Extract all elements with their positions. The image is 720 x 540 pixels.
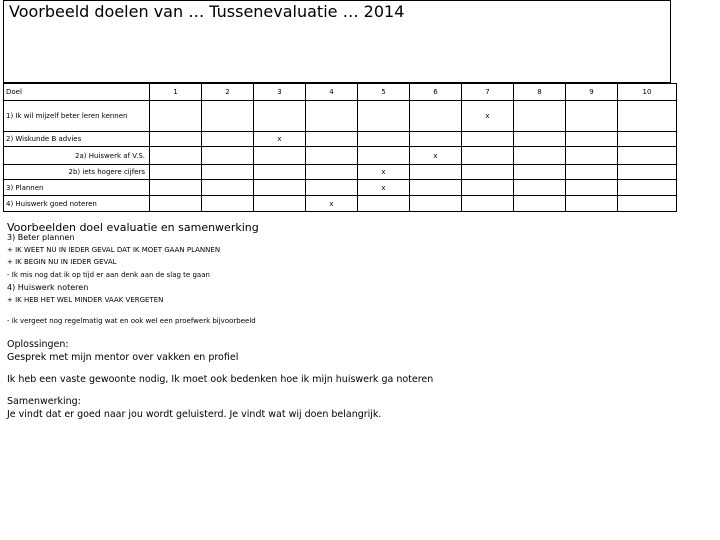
plan-title: 3) Beter plannen bbox=[7, 233, 75, 242]
score-cell bbox=[566, 101, 618, 132]
title-box bbox=[3, 0, 671, 83]
score-cell bbox=[514, 132, 566, 147]
score-cell bbox=[254, 101, 306, 132]
score-cell bbox=[566, 147, 618, 165]
plan-item: + IK BEGIN NU IN IEDER GEVAL bbox=[7, 258, 117, 266]
score-cell bbox=[150, 196, 202, 212]
score-cell bbox=[202, 165, 254, 180]
score-cell bbox=[202, 101, 254, 132]
score-cell bbox=[358, 196, 410, 212]
plan-item: - Ik mis nog dat ik op tijd er aan denk aan de slag te gaan bbox=[7, 270, 210, 279]
score-cell bbox=[566, 132, 618, 147]
score-cell bbox=[618, 132, 677, 147]
plan-item: + IK WEET NU IN IEDER GEVAL DAT IK MOET GAAN PLANNEN bbox=[7, 245, 221, 254]
score-cell bbox=[514, 101, 566, 132]
score-cell bbox=[202, 196, 254, 212]
score-cell bbox=[566, 165, 618, 180]
table-row bbox=[4, 101, 677, 132]
page-title: Voorbeeld doelen van … Tussenevaluatie … 2014 bbox=[9, 2, 405, 21]
score-cell bbox=[514, 147, 566, 165]
solutions-text: Gesprek met mijn mentor over vakken en profiel bbox=[7, 351, 239, 363]
solutions-title: Oplossingen: bbox=[7, 338, 69, 350]
score-cell bbox=[618, 180, 677, 196]
homework-minus: - ik vergeet nog regelmatig wat en ook wel een proefwerk bijvoorbeeld bbox=[7, 317, 256, 325]
score-cell bbox=[254, 147, 306, 165]
score-cell bbox=[150, 180, 202, 196]
score-cell bbox=[306, 147, 358, 165]
score-cell bbox=[306, 101, 358, 132]
score-cell bbox=[150, 165, 202, 180]
score-cell bbox=[514, 165, 566, 180]
goal-label: 2a) Huiswerk af V.S. bbox=[4, 147, 150, 165]
score-cell bbox=[410, 165, 462, 180]
score-cell bbox=[618, 101, 677, 132]
score-cell bbox=[514, 180, 566, 196]
score-cell bbox=[410, 196, 462, 212]
goal-label: 1) Ik wil mijzelf beter leren kennen bbox=[4, 101, 150, 132]
header-score-9: 9 bbox=[566, 84, 618, 101]
score-cell bbox=[618, 165, 677, 180]
score-cell bbox=[150, 101, 202, 132]
score-cell bbox=[462, 180, 514, 196]
table-row bbox=[4, 196, 677, 212]
score-cell bbox=[410, 180, 462, 196]
collaboration-text: Je vindt dat er goed naar jou wordt geluisterd. Je vindt wat wij doen belangrijk. bbox=[7, 408, 382, 420]
table-row bbox=[4, 165, 677, 180]
header-doel: Doel bbox=[4, 84, 150, 101]
score-cell bbox=[202, 180, 254, 196]
score-cell bbox=[462, 165, 514, 180]
header-score-5: 5 bbox=[358, 84, 410, 101]
score-cell bbox=[306, 165, 358, 180]
header-score-7: 7 bbox=[462, 84, 514, 101]
score-cell bbox=[254, 196, 306, 212]
score-cell bbox=[358, 101, 410, 132]
score-cell bbox=[306, 180, 358, 196]
homework-item: + IK HEB HET WEL MINDER VAAK VERGETEN bbox=[7, 295, 164, 304]
score-cell bbox=[410, 132, 462, 147]
score-mark: x bbox=[306, 196, 358, 212]
score-cell bbox=[254, 165, 306, 180]
header-score-3: 3 bbox=[254, 84, 306, 101]
score-cell bbox=[462, 147, 514, 165]
score-cell bbox=[410, 101, 462, 132]
score-cell bbox=[566, 180, 618, 196]
score-cell bbox=[462, 132, 514, 147]
score-cell bbox=[202, 132, 254, 147]
goal-label: 2b) iets hogere cijfers bbox=[4, 165, 150, 180]
score-mark: x bbox=[254, 132, 306, 147]
header-score-8: 8 bbox=[514, 84, 566, 101]
goal-label: 2) Wiskunde B advies bbox=[4, 132, 150, 147]
notes-heading: Voorbeelden doel evaluatie en samenwerking bbox=[7, 221, 259, 234]
score-cell bbox=[514, 196, 566, 212]
score-cell bbox=[150, 147, 202, 165]
header-score-6: 6 bbox=[410, 84, 462, 101]
header-score-2: 2 bbox=[202, 84, 254, 101]
header-score-4: 4 bbox=[306, 84, 358, 101]
score-mark: x bbox=[358, 180, 410, 196]
score-cell bbox=[306, 132, 358, 147]
score-mark: x bbox=[410, 147, 462, 165]
table-row bbox=[4, 147, 677, 165]
score-cell bbox=[618, 147, 677, 165]
header-score-10: 10 bbox=[618, 84, 677, 101]
score-mark: x bbox=[462, 101, 514, 132]
evaluation-table bbox=[3, 83, 677, 212]
header-score-1: 1 bbox=[150, 84, 202, 101]
notes-section bbox=[7, 222, 707, 423]
homework-title: 4) Huiswerk noteren bbox=[7, 283, 89, 292]
goal-label: 4) Huiswerk goed noteren bbox=[4, 196, 150, 212]
score-cell bbox=[150, 132, 202, 147]
score-cell bbox=[254, 180, 306, 196]
goal-label: 3) Plannen bbox=[4, 180, 150, 196]
solutions-text-2: Ik heb een vaste gewoonte nodig, Ik moet ook bedenken hoe ik mijn huiswerk ga noteren bbox=[7, 373, 434, 385]
table-row bbox=[4, 180, 677, 196]
collaboration-title: Samenwerking: bbox=[7, 395, 81, 407]
table-row bbox=[4, 132, 677, 147]
score-cell bbox=[358, 147, 410, 165]
score-cell bbox=[618, 196, 677, 212]
score-cell bbox=[462, 196, 514, 212]
score-cell bbox=[358, 132, 410, 147]
score-mark: x bbox=[358, 165, 410, 180]
score-cell bbox=[566, 196, 618, 212]
score-cell bbox=[202, 147, 254, 165]
